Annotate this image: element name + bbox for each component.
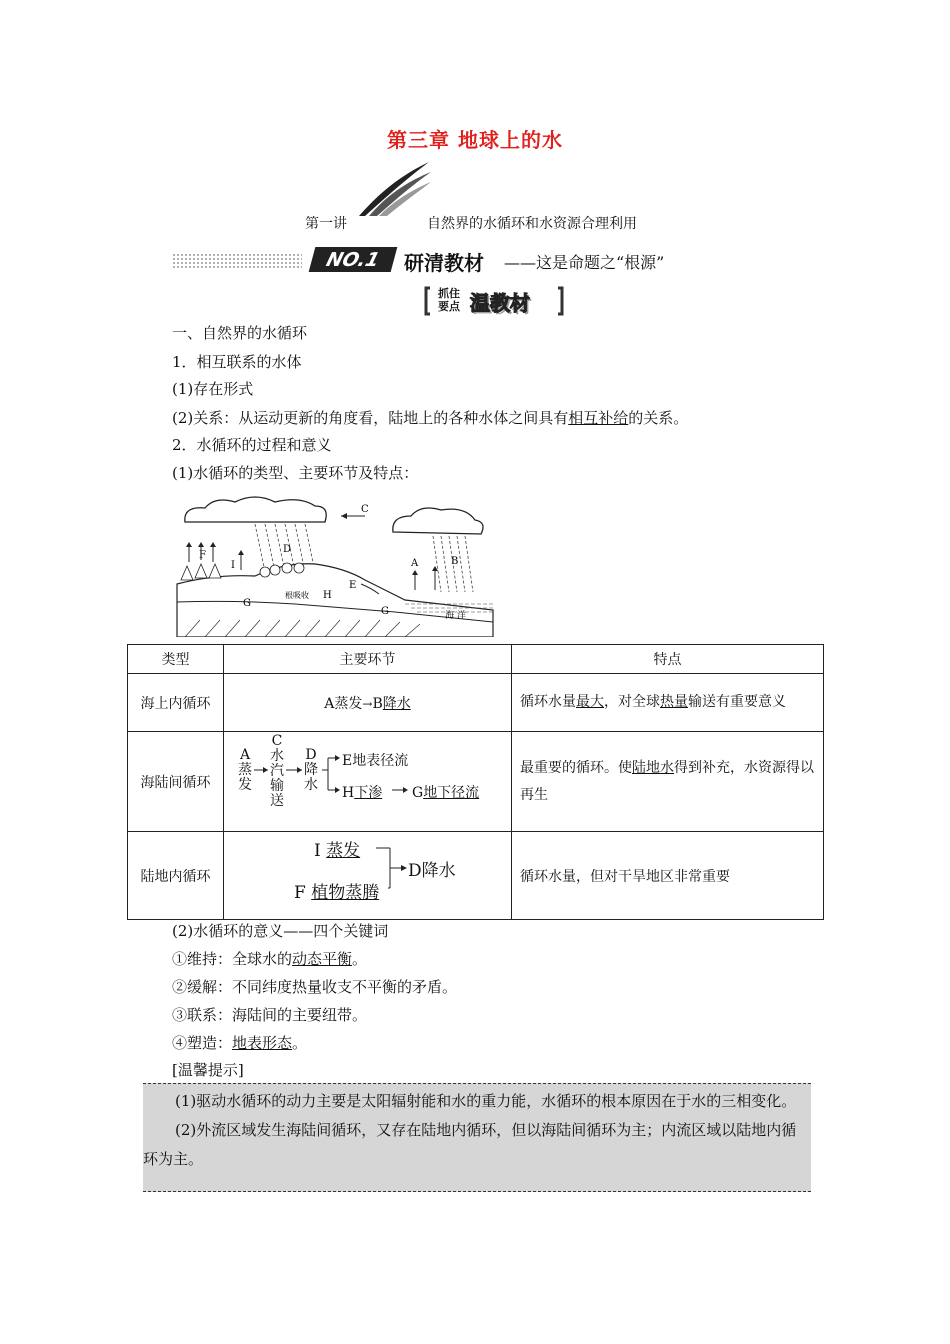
label-f: F (199, 550, 206, 561)
row1-type: 海上内循环 (128, 674, 224, 732)
lecture-number: 第一讲 (305, 216, 347, 232)
meaning-2: ②缓解：不同纬度热量收支不平衡的矛盾。 (172, 978, 458, 996)
tip-label: [温馨提示] (172, 1061, 244, 1079)
meaning-1: ①维持：全球水的动态平衡。 (172, 950, 368, 968)
water-cycle-diagram (175, 492, 495, 637)
badge-small-top: 抓住 (438, 287, 460, 300)
row2-type: 海陆间循环 (128, 732, 224, 832)
label-g-right: G (381, 606, 389, 617)
cloud-right (393, 508, 483, 534)
water-cycle-table (127, 644, 824, 920)
item-1-1: (1)存在形式 (172, 380, 254, 398)
banner-dots (172, 253, 302, 269)
label-e: E (349, 580, 357, 591)
badge-big-text: 温教材 (470, 291, 530, 315)
label-i: I (231, 560, 235, 571)
arrows-a (415, 568, 435, 590)
meaning-title: (2)水循环的意义——四个关键词 (172, 922, 389, 940)
table-row (128, 732, 824, 832)
label-sea: 海 洋 (445, 611, 466, 621)
label-c: C (361, 504, 369, 515)
label-d: D (283, 544, 292, 555)
lecture-topic: 自然界的水循环和水资源合理利用 (427, 216, 637, 232)
row3-type: 陆地内循环 (128, 832, 224, 920)
section-heading: 一、自然界的水循环 (172, 324, 308, 342)
label-root: 根吸收 (285, 591, 309, 600)
row1-features: 循环水量最大，对全球热量输送有重要意义 (512, 674, 824, 732)
badge-small-bottom: 要点 (438, 300, 460, 313)
no1-badge: NO.1 (309, 247, 398, 272)
review-badge (424, 286, 564, 316)
label-h: H (323, 590, 332, 601)
row3-f: F 植物蒸腾 (294, 883, 380, 903)
label-a: A (411, 558, 419, 569)
row3-d: D降水 (408, 861, 456, 881)
table-row (128, 674, 824, 732)
chapter-title: 第三章 地球上的水 (387, 128, 563, 152)
tip-box (143, 1083, 811, 1192)
row3-arrows (224, 832, 509, 920)
header-type: 类型 (128, 645, 224, 674)
header-features: 特点 (512, 645, 824, 674)
table-row (128, 832, 824, 920)
section-banner (172, 247, 772, 273)
meaning-4: ④塑造：地表形态。 (172, 1034, 308, 1052)
row2-links: A 蒸 发 C 水 汽 输 送 D 降 水 E地表径流 H下渗 G地下径流 (224, 732, 512, 832)
label-b: B (451, 556, 459, 567)
banner-sub-text: ——这是命题之“根源” (504, 253, 665, 272)
row2-h: H下渗 (342, 785, 383, 801)
meaning-3: ③联系：海陆间的主要纽带。 (172, 1006, 368, 1024)
row3-links (224, 832, 512, 920)
tip-1: (1)驱动水循环的动力主要是太阳辐射能和水的重力能，水循环的根本原因在于水的三相变化。 (175, 1092, 797, 1110)
row1-links: A蒸发→B降水 (224, 674, 512, 732)
banner-main-text: 研清教材 (404, 251, 484, 275)
item-heading-2: 2．水循环的过程和意义 (172, 436, 332, 454)
row2-g: G地下径流 (412, 785, 480, 801)
header-links: 主要环节 (224, 645, 512, 674)
swoosh-logo (355, 158, 435, 218)
label-g-left: G (243, 598, 251, 609)
item-2-1: (1)水循环的类型、主要环节及特点： (172, 464, 419, 482)
row3-features: 循环水量，但对干旱地区非常重要 (512, 832, 824, 920)
row2-features: 最重要的循环。使陆地水得到补充，水资源得以再生 (512, 732, 824, 832)
item-1-2: (2)关系：从运动更新的角度看，陆地上的各种水体之间具有相互补给的关系。 (172, 409, 689, 427)
row3-i: I 蒸发 (314, 841, 361, 861)
tip-2: (2)外流区域发生海陆间循环，又存在陆地内循环，但以海陆间循环为主；内流区域以陆地内循环为主。 (143, 1121, 797, 1168)
item-heading-1: 1．相互联系的水体 (172, 353, 302, 371)
row2-e: E地表径流 (342, 753, 409, 769)
cloud-left (185, 497, 326, 522)
